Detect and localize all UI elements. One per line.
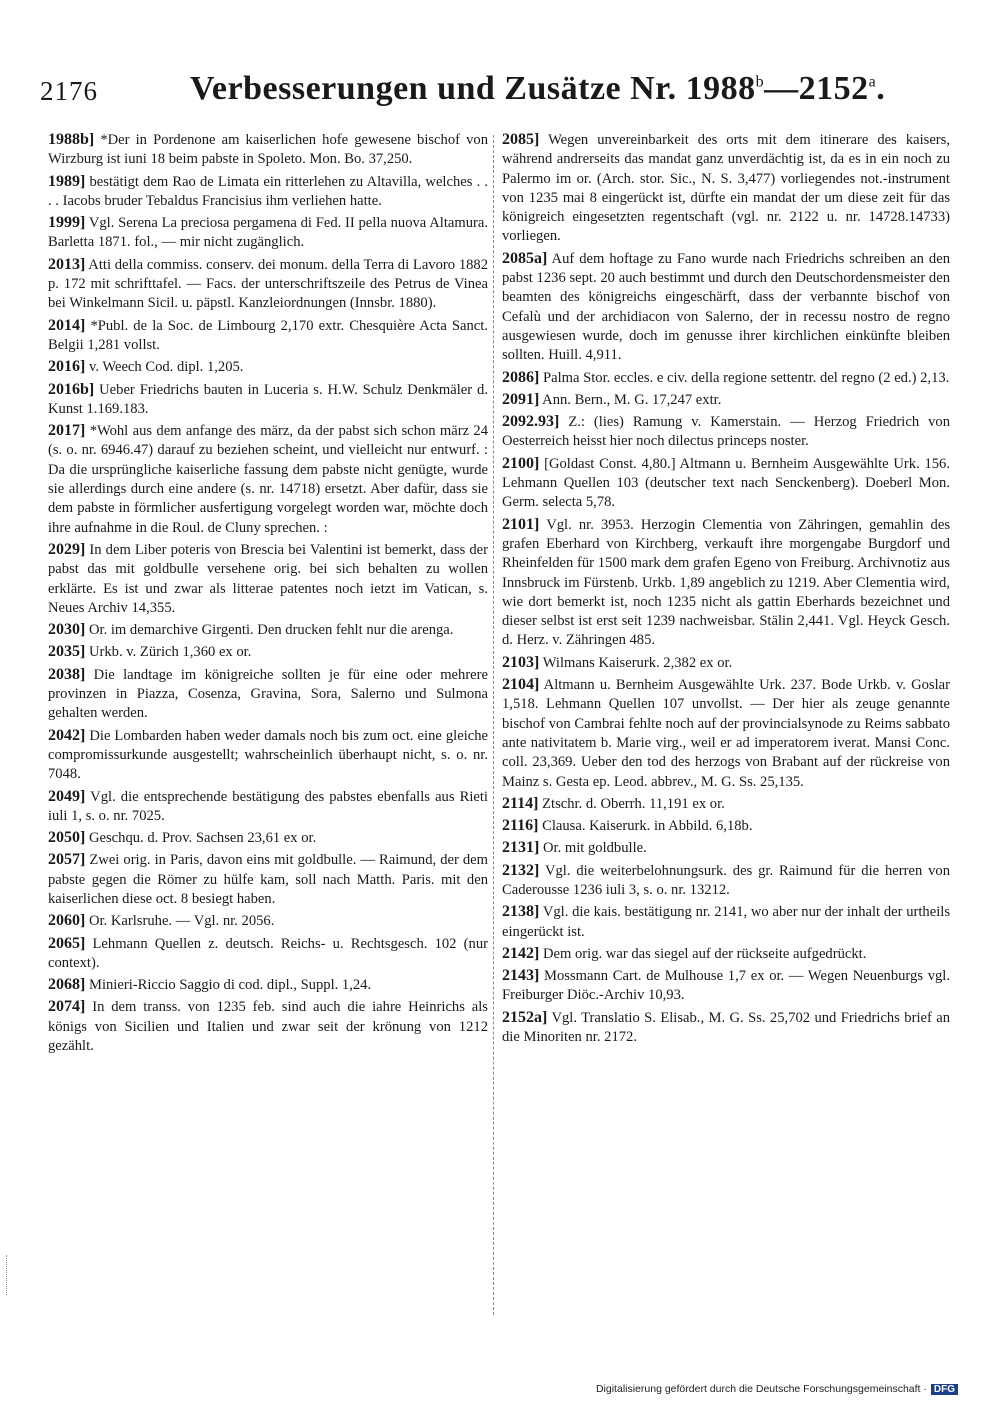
title-range: —2152 (764, 70, 869, 107)
entry-number: 2085a] (502, 249, 548, 267)
entry-number: 2074] (48, 998, 86, 1016)
title-main: Verbesserungen und Zusätze Nr. 1988 (190, 70, 756, 107)
entry-text: bestätigt dem Rao de Limata ein ritterlehen zu Altavilla, welches . . . . Iacobs bruder Tebaldus Francisius ihm verliehen hatte. (48, 173, 489, 209)
entry-number: 2017] (48, 422, 86, 440)
entry-text: Vgl. die kais. bestätigung nr. 2141, wo aber nur der inhalt der urtheils eingerückt ist. (502, 904, 950, 940)
entry-text: Vgl. die weiterbelohnungsurk. des gr. Raimund für die herren von Caderousse 1236 iuli 3, s. o. nr. 13212. (502, 862, 951, 898)
entry-paragraph (48, 255, 488, 314)
register-entry (48, 726, 488, 785)
dfg-logo: DFG (931, 1384, 958, 1395)
register-entry (502, 515, 950, 651)
register-entry (502, 368, 950, 388)
register-entry (502, 794, 950, 814)
entry-number: 2114] (502, 794, 539, 812)
entry-text: In dem Liber poteris von Brescia bei Valentini ist bemerkt, dass der pabst das mit goldbulle versehene orig. bei sich behalten zu wollen erklärte. Es ist und zwar als litterae patentes noch ietzt im Vatican, s. Neues Archiv 14,355. (48, 541, 488, 616)
entry-number: 2057] (48, 851, 86, 869)
scan-edge-mark (6, 1255, 10, 1295)
register-entry (502, 816, 950, 836)
entry-number: 2152a] (502, 1008, 548, 1026)
entry-text: Or. im demarchive Girgenti. Den drucken fehlt nur die arenga. (88, 622, 454, 639)
register-entry (502, 838, 950, 858)
register-entry (48, 828, 488, 848)
entry-number: 2143] (502, 967, 540, 985)
entry-paragraph (502, 368, 950, 388)
entry-number: 2050] (48, 829, 86, 847)
entry-text: Vgl. die entsprechende bestätigung des pabstes ebenfalls aus Rieti iuli 1, s. o. nr. 7025. (48, 788, 488, 824)
register-entry (48, 255, 488, 314)
register-entry (48, 316, 488, 356)
register-entry (502, 1008, 950, 1048)
entry-paragraph (48, 620, 488, 640)
register-entry (48, 665, 488, 724)
entry-paragraph (502, 838, 950, 858)
register-entry (502, 861, 950, 901)
register-entry (502, 653, 950, 673)
entry-number: 2142] (502, 944, 540, 962)
register-entry (502, 944, 950, 964)
register-entry (502, 966, 950, 1006)
entry-text: Vgl. Translatio S. Elisab., M. G. Ss. 25,702 und Friedrichs brief an die Minoriten nr. 2172. (502, 1009, 950, 1046)
entry-paragraph (48, 172, 488, 212)
entry-number: 2016b] (48, 380, 95, 398)
entry-text: Ztschr. d. Oberrh. 11,191 ex or. (542, 795, 725, 812)
digitization-credit (596, 1383, 958, 1395)
entry-number: 1999] (48, 214, 86, 232)
register-entry (48, 934, 488, 974)
entry-number: 2016] (48, 358, 86, 376)
entry-number: 2013] (48, 255, 86, 273)
entry-paragraph (502, 412, 950, 452)
register-entry (48, 975, 488, 995)
entry-number: 2132] (502, 861, 540, 879)
entry-text: Die landtage im königreiche sollten je für eine oder mehrere provinzen in Piazza, Cosenza, Gravina, Sora, Salerno und Sulmona gehalten werden. (48, 666, 488, 722)
entry-text: Lehmann Quellen z. deutsch. Reichs- u. Rechtsgesch. 102 (nur context). (48, 935, 488, 971)
register-entry (48, 997, 488, 1056)
entry-text: Vgl. nr. 3953. Herzogin Clementia von Zähringen, gemahlin des grafen Eberhard von Kirchberg, verkauft ihre morgengabe Burgdorf und Rheinfelden für 1500 mark dem grafen Egeno von Freiburg. Archivnotiz aus Innsbruck im Fürstenb. Urkb. 1,89 angeblich zu 1219. Aber Clementia wird, wie dort bemerkt ist, noch 1235 nicht als gattin Eberhards bezeichnet und dieser selbst ist erst seit 1239 nachweisbar. Stälin 2,441. Vgl. Heyck Gesch. d. Herz. v. Zähringen 485. (502, 516, 951, 649)
entry-number: 1988b] (48, 131, 95, 148)
entry-text: Mossmann Cart. de Mulhouse 1,7 ex or. — Wegen Neuenburgs vgl. Freiburger Diöc.-Archiv 10,93. (502, 968, 950, 1004)
entry-paragraph (48, 828, 488, 848)
entry-number: 2014] (48, 316, 86, 334)
entry-paragraph (48, 726, 488, 785)
register-entry (48, 130, 488, 170)
entry-paragraph (48, 380, 488, 420)
title-sup-a: a (868, 73, 877, 91)
left-column (48, 130, 488, 1058)
entry-paragraph (502, 515, 950, 651)
entry-text: Ann. Bern., M. G. 17,247 extr. (542, 391, 722, 408)
entry-paragraph (48, 997, 488, 1056)
register-entry (502, 412, 950, 452)
entry-number: 2038] (48, 665, 86, 683)
entry-text: Palma Stor. eccles. e civ. della regione settentr. del regno (2 ed.) 2,13. (542, 369, 950, 386)
entry-text: Atti della commiss. conserv. dei monum. della Terra di Lavoro 1882 p. 172 mit schrifttafel. — Facs. der unterschriftszeile des Petrus de Vinea bei Winkelmann Sicil. u. päpstl. Kanzleiordnungen (Innsbr. 1880). (48, 256, 489, 312)
entry-text: Die Lombarden haben weder damals noch bis zum oct. eine gleiche compromissurkunde ausgestellt; wahrscheinlich überhaupt nicht, s. o. nr. 7048. (48, 727, 488, 783)
entry-number: 2068] (48, 976, 86, 994)
register-entry (48, 642, 488, 662)
entry-text: Clausa. Kaiserurk. in Abbild. 6,18b. (542, 818, 753, 835)
entry-number: 2101] (502, 515, 540, 533)
entry-paragraph (48, 787, 488, 827)
entry-number: 2060] (48, 912, 86, 930)
entry-text: [Goldast Const. 4,80.] Altmann u. Bernheim Ausgewählte Urk. 156. Lehmann Quellen 103 (deutscher text nach Senckenberg). Doeberl Mon. Germ. selecta 5,78. (502, 455, 951, 511)
column-divider (493, 135, 494, 1315)
right-column (502, 130, 950, 1049)
register-entry (502, 675, 950, 792)
entry-text: Minieri-Riccio Saggio di cod. dipl., Suppl. 1,24. (88, 977, 372, 994)
entry-paragraph (502, 390, 950, 410)
entry-paragraph (48, 213, 488, 253)
register-entry (502, 249, 950, 366)
entry-number: 2030] (48, 621, 86, 639)
entry-number: 2138] (502, 903, 540, 921)
entry-text: Altmann u. Bernheim Ausgewählte Urk. 237. Bode Urkb. v. Goslar 1,518. Lehmann Quellen 107 unvollst. — Der hier als zeuge genannte bischof von Cambrai fehlte noch auf der provincialsynode zu Reims sabbato ante nativitatem b. Marie virg., weil er ad imperatorem iverat. Mansi Conc. coll. 23,369. Ueber den tod des herzogs von Brabant auf der rückreise von Mainz s. Gesta ep. Leod. abbrev., M. G. Ss. 25,135. (502, 677, 950, 790)
register-entry (48, 213, 488, 253)
entry-text: Auf dem hoftage zu Fano wurde nach Friedrichs schreiben an den pabst 1236 sept. 20 auch bestimmt und durch den Deutschordensmeister den beamten des königreichs eingeschärft, dass der verbannte bischof von Cefalù und der archidiacon von Salerno, der in recessu nostro de regno ausgewiesen wurde, doch im genusse ihrer kirchlichen einkünfte bleiben sollten. Huill. 4,911. (502, 250, 951, 364)
entry-paragraph (48, 421, 488, 538)
entry-text: Dem orig. war das siegel auf der rückseite aufgedrückt. (542, 945, 867, 962)
entry-text: *Der in Pordenone am kaiserlichen hofe gewesene bischof von Wirzburg ist iuni 18 beim pabste in Spoleto. Mon. Bo. 37,250. (48, 132, 488, 168)
entry-paragraph (502, 130, 950, 247)
entry-paragraph (502, 816, 950, 836)
register-entry (502, 390, 950, 410)
entry-text: Or. mit goldbulle. (542, 840, 647, 857)
entry-number: 2092.93] (502, 413, 560, 431)
entry-number: 2103] (502, 653, 540, 671)
entry-number: 2091] (502, 390, 540, 408)
entry-text: Zwei orig. in Paris, davon eins mit goldbulle. — Raimund, der dem pabste gegen die Römer zu hülfe kam, soll nach Matth. Paris. mit den kaiserlichen diese oct. 8 besiegt haben. (48, 852, 488, 907)
entry-text: Urkb. v. Zürich 1,360 ex or. (88, 644, 252, 661)
entry-text: Or. Karlsruhe. — Vgl. nr. 2056. (88, 913, 275, 930)
entry-number: 2065] (48, 934, 86, 952)
entry-number: 2042] (48, 726, 86, 744)
register-entry (48, 421, 488, 538)
entry-paragraph (48, 642, 488, 662)
entry-paragraph (502, 653, 950, 673)
entry-paragraph (48, 357, 488, 377)
register-entry (502, 130, 950, 247)
register-entry (48, 380, 488, 420)
entry-text: *Publ. de la Soc. de Limbourg 2,170 extr. Chesquière Acta Sanct. Belgii 1,281 vollst. (48, 317, 488, 353)
register-entry (48, 172, 488, 212)
entry-number: 2085] (502, 131, 540, 148)
entry-text: Wilmans Kaiserurk. 2,382 ex or. (542, 654, 733, 671)
credit-text: Digitalisierung gefördert durch die Deutsche Forschungsgemeinschaft · (595, 1383, 927, 1395)
entry-paragraph (48, 540, 488, 618)
entry-number: 2086] (502, 368, 540, 386)
register-entry (48, 911, 488, 931)
entry-text: Vgl. Serena La preciosa pergamena di Fed. II pella nuova Altamura. Barletta 1871. fol., — mir nicht zugänglich. (48, 215, 488, 251)
entry-number: 1989] (48, 172, 86, 190)
register-entry (502, 454, 950, 513)
entry-paragraph (48, 130, 488, 170)
entry-paragraph (502, 944, 950, 964)
entry-number: 2029] (48, 540, 86, 558)
entry-text: Ueber Friedrichs bauten in Luceria s. H.W. Schulz Denkmäler d. Kunst 1.169.183. (48, 381, 488, 417)
entry-number: 2049] (48, 787, 86, 805)
page-number: 2176 (40, 76, 98, 106)
entry-text: In dem transs. von 1235 feb. sind auch die iahre Heinrichs als königs von Sicilien und Italien und zwar seit der krönung von 1212 gezählt. (48, 999, 488, 1055)
entry-number: 2100] (502, 454, 540, 472)
entry-paragraph (48, 665, 488, 724)
entry-paragraph (48, 911, 488, 931)
entry-paragraph (502, 902, 950, 942)
register-entry (48, 357, 488, 377)
entry-paragraph (48, 316, 488, 356)
entry-number: 2131] (502, 839, 540, 857)
entry-paragraph (48, 975, 488, 995)
entry-paragraph (48, 850, 488, 909)
page-header (40, 70, 960, 120)
register-entry (48, 620, 488, 640)
title-sup-b: b (755, 73, 765, 91)
entry-text: v. Weech Cod. dipl. 1,205. (88, 359, 244, 376)
register-entry (48, 540, 488, 618)
title-end: . (876, 70, 886, 107)
register-entry (48, 787, 488, 827)
running-title (190, 70, 960, 108)
entry-paragraph (502, 454, 950, 513)
register-entry (48, 850, 488, 909)
entry-paragraph (48, 934, 488, 974)
entry-number: 2116] (502, 817, 539, 835)
entry-text: *Wohl aus dem anfange des märz, da der pabst sich schon märz 24 (s. o. nr. 6946.47) darauf zu beziehen scheint, und vielleicht nur entwurf. : Da die ursprüngliche kaiserliche fassung dem pabste nicht genügte, wurde sie allerdings durch eine andere (s. nr. 14718) ersetzt. Aber dafür, dass sie dem pabste in förmlicher ausfertigung vorgelegt worden war, möchte doch ihre aufnahme in die Roul. de Cluny sprechen. : (48, 423, 489, 536)
entry-number: 2035] (48, 643, 86, 661)
entry-paragraph (502, 1008, 950, 1048)
entry-paragraph (502, 794, 950, 814)
entry-text: Z.: (lies) Ramung v. Kamerstain. — Herzog Friedrich von Oesterreich heisst hier noch dilectus princeps noster. (502, 414, 950, 450)
entry-text: Wegen unvereinbarkeit des orts mit dem itinerare des kaisers, während andrerseits das mandat ganz unverdächtig ist, da es in ein noch zu Palermo im or. (Arch. stor. Sic., N. S. 3,477) vorliegendes not.-instrument von 1235 mai 8 eingerückt ist, dürfte ein mandat der um diese zeit für das königreich eingesetzten regentschaft (vgl. nr. 2122 u. nr. 14728.14733) vorliegen. (502, 132, 950, 245)
entry-text: Geschqu. d. Prov. Sachsen 23,61 ex or. (88, 830, 317, 847)
entry-paragraph (502, 966, 950, 1006)
entry-number: 2104] (502, 676, 540, 694)
entry-paragraph (502, 675, 950, 792)
register-entry (502, 902, 950, 942)
entry-paragraph (502, 861, 950, 901)
entry-paragraph (502, 249, 950, 366)
